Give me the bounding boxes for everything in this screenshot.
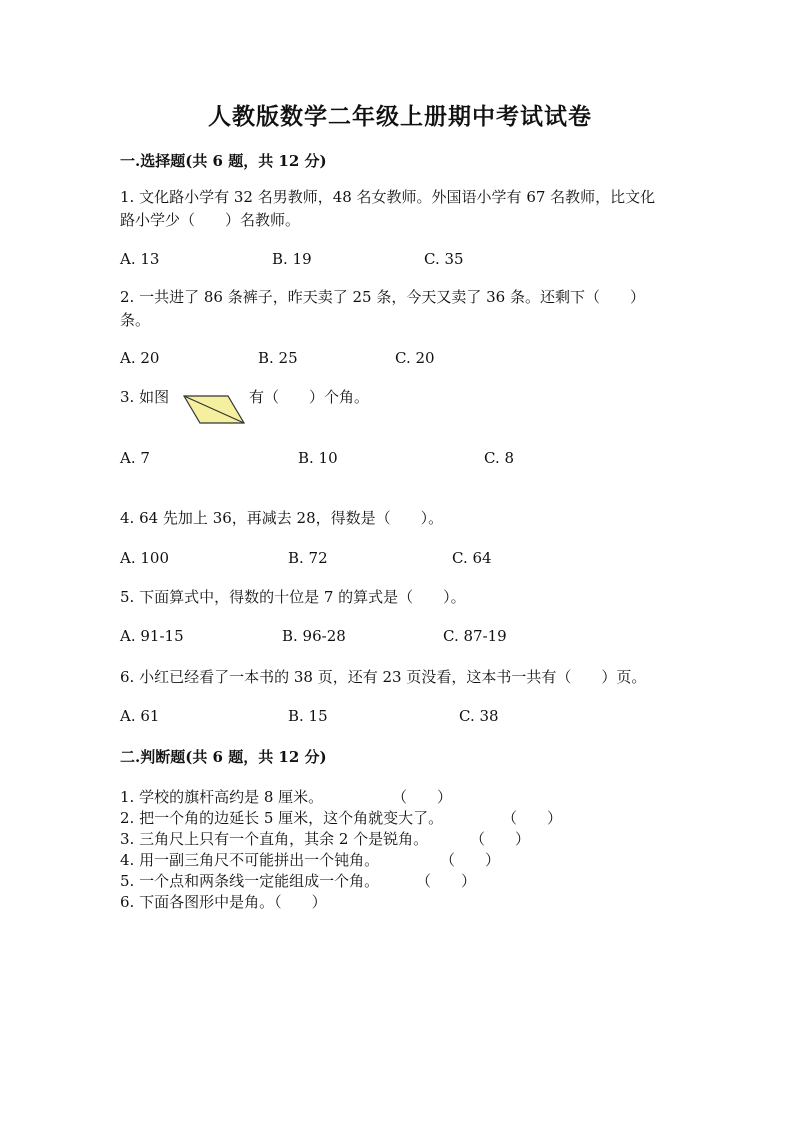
question-4-option-b: B. 72 <box>288 549 328 567</box>
page-title: 人教版数学二年级上册期中考试试卷 <box>208 103 592 130</box>
tf-item-5: 5. 一个点和两条线一定能组成一个角。 <box>120 872 380 890</box>
question-5-option-a: A. 91-15 <box>120 627 184 645</box>
question-6-line-1: 6. 小红已经看了一本书的 38 页，还有 23 页没看，这本书一共有（ ）页。 <box>120 668 647 686</box>
question-5-option-c: C. 87-19 <box>443 627 507 645</box>
question-2-option-b: B. 25 <box>258 349 298 367</box>
question-1-line-2: 路小学少（ ）名教师。 <box>120 211 301 229</box>
question-3-option-a: A. 7 <box>120 449 150 467</box>
parallelogram-figure <box>182 393 246 425</box>
question-5-line-1: 5. 下面算式中，得数的十位是 7 的算式是（ ）。 <box>120 588 466 606</box>
section-heading-choice: 一.选择题(共 6 题，共 12 分) <box>120 152 327 170</box>
tf-item-3: 3. 三角尺上只有一个直角，其余 2 个是锐角。 <box>120 830 429 848</box>
question-1-option-c: C. 35 <box>424 250 464 268</box>
question-4-line-1: 4. 64 先加上 36，再减去 28，得数是（ ）。 <box>120 509 444 527</box>
question-2-option-c: C. 20 <box>395 349 435 367</box>
question-3-option-b: B. 10 <box>298 449 338 467</box>
tf-item-4-answer-blank[interactable]: （ ） <box>440 851 501 869</box>
tf-item-2-answer-blank[interactable]: （ ） <box>502 809 563 827</box>
tf-item-4: 4. 用一副三角尺不可能拼出一个钝角。 <box>120 851 380 869</box>
question-2-line-2: 条。 <box>120 311 151 329</box>
question-3-option-c: C. 8 <box>484 449 515 467</box>
tf-item-2: 2. 把一个角的边延长 5 厘米，这个角就变大了。 <box>120 809 444 827</box>
question-3-suffix: 有（ ）个角。 <box>249 388 370 406</box>
question-1-option-b: B. 19 <box>272 250 312 268</box>
tf-item-6: 6. 下面各图形中是角。（ ） <box>120 893 327 911</box>
question-5-option-b: B. 96-28 <box>282 627 346 645</box>
section-heading-true-false: 二.判断题(共 6 题，共 12 分) <box>120 748 327 766</box>
tf-item-1-answer-blank[interactable]: （ ） <box>392 788 453 806</box>
tf-item-3-answer-blank[interactable]: （ ） <box>470 830 531 848</box>
question-3-prefix: 3. 如图 <box>120 388 170 406</box>
question-6-option-c: C. 38 <box>459 707 499 725</box>
tf-item-1: 1. 学校的旗杆高约是 8 厘米。 <box>120 788 324 806</box>
question-1-option-a: A. 13 <box>120 250 160 268</box>
question-6-option-b: B. 15 <box>288 707 328 725</box>
question-2-option-a: A. 20 <box>120 349 160 367</box>
question-2-line-1: 2. 一共进了 86 条裤子，昨天卖了 25 条，今天又卖了 36 条。还剩下（ ） <box>120 288 645 306</box>
question-4-option-c: C. 64 <box>452 549 492 567</box>
question-1-line-1: 1. 文化路小学有 32 名男教师，48 名女教师。外国语小学有 67 名教师，比文化 <box>120 188 656 206</box>
question-4-option-a: A. 100 <box>120 549 169 567</box>
tf-item-5-answer-blank[interactable]: （ ） <box>416 872 477 890</box>
question-6-option-a: A. 61 <box>120 707 160 725</box>
